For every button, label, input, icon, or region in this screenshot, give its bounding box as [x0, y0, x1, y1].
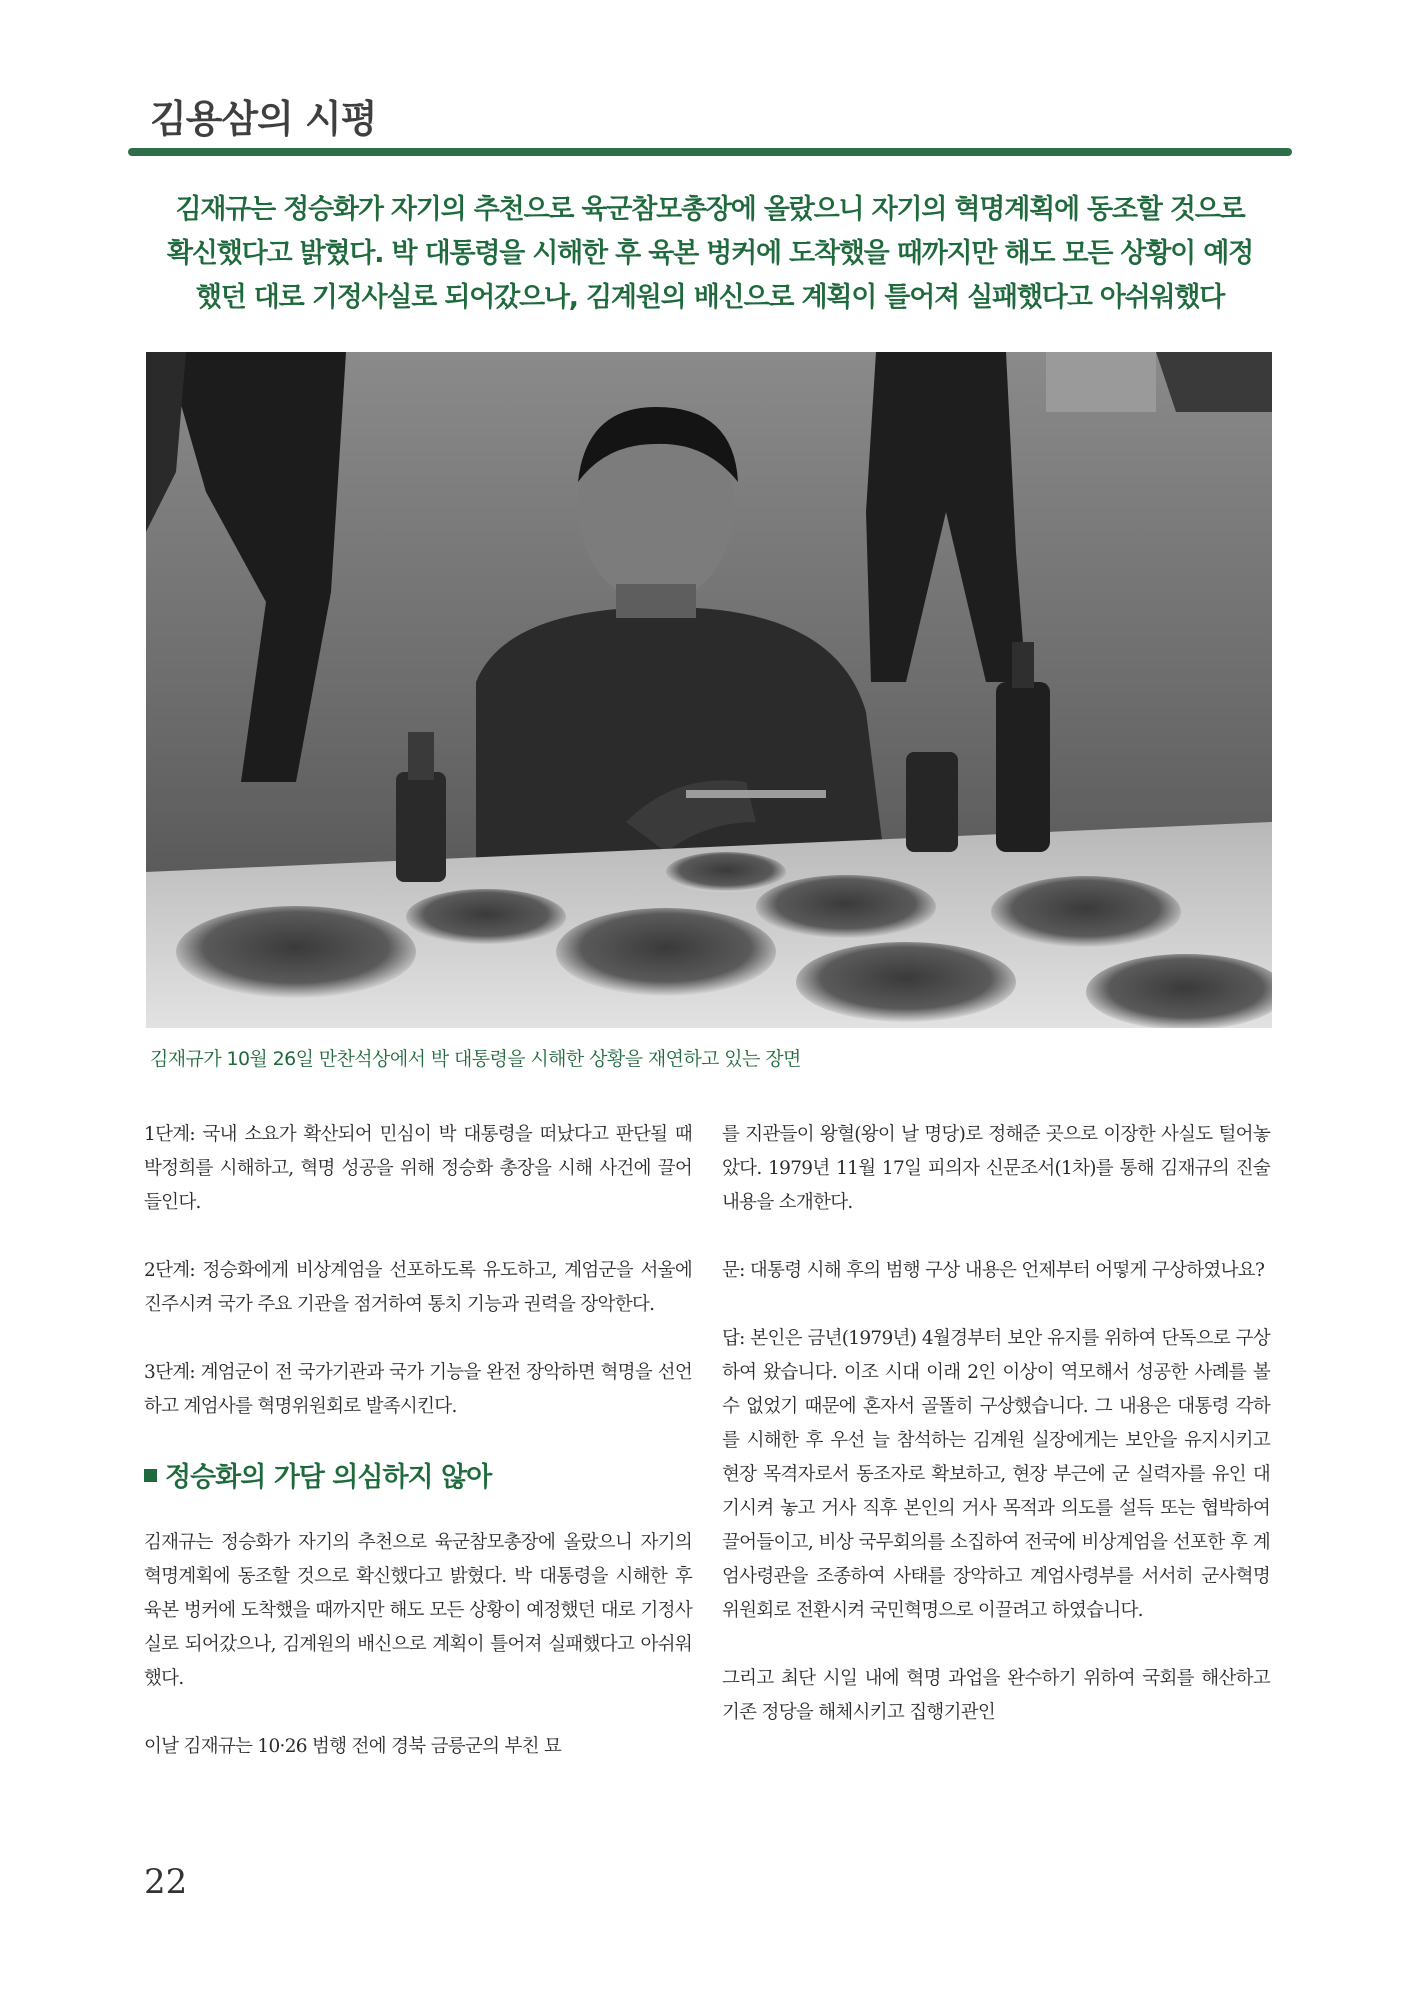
body-paragraph: 2단계: 정승화에게 비상계엄을 선포하도록 유도하고, 계엄군을 서울에 진주시켜 국가 주요 기관을 점거하여 통치 기능과 권력을 장악한다. [144, 1260, 692, 1315]
lead-summary [130, 188, 1290, 320]
body-paragraph: 김재규는 정승화가 자기의 추천으로 육군참모총장에 올랐으니 자기의 혁명계획에 동조할 것으로 확신했다고 밝혔다. 박 대통령을 시해한 후 육본 벙커에 도착했을 때까지만 해도 모든 상황이 예정했던 대로 기정사실로 되어갔으나, 김계원의 배신으로 계획이 틀어져 실패했다고 아쉬워했다. [144, 1532, 692, 1689]
body-paragraph: 1단계: 국내 소요가 확산되어 민심이 박 대통령을 떠났다고 판단될 때 박정희를 시해하고, 혁명 성공을 위해 정승화 총장을 시해 사건에 끌어들인다. [144, 1124, 692, 1213]
header-divider [128, 148, 1292, 156]
lead-line: 했던 대로 기정사실로 되어갔으나, 김계원의 배신으로 계획이 틀어져 실패했다고 아쉬워했다 [195, 282, 1225, 313]
subheading-text: 정승화의 가담 의심하지 않아 [165, 1462, 492, 1493]
body-paragraph: 3단계: 계엄군이 전 국가기관과 국가 기능을 완전 장악하면 혁명을 선언하고 계엄사를 혁명위원회로 발족시킨다. [144, 1362, 692, 1417]
photo-caption: 김재규가 10월 26일 만찬석상에서 박 대통령을 시해한 상황을 재연하고 있는 장면 [150, 1048, 801, 1070]
lead-line: 확신했다고 밝혔다. 박 대통령을 시해한 후 육본 벙커에 도착했을 때까지만 해도 모든 상황이 예정 [166, 238, 1254, 269]
lead-line: 김재규는 정승화가 자기의 추천으로 육군참모총장에 올랐으니 자기의 혁명계획에 동조할 것으로 [175, 194, 1245, 225]
right-column [722, 1118, 1270, 1764]
page-number: 22 [144, 1862, 188, 1902]
section-subheading [144, 1458, 692, 1498]
square-bullet-icon [144, 1469, 157, 1482]
page-header-title: 김용삼의 시평 [150, 97, 377, 141]
body-paragraph: 문: 대통령 시해 후의 범행 구상 내용은 언제부터 어떻게 구상하였나요? [722, 1260, 1265, 1281]
body-paragraph: 이날 김재규는 10·26 범행 전에 경북 금릉군의 부친 묘 [144, 1736, 562, 1757]
body-paragraph: 를 지관들이 왕혈(왕이 날 명당)로 정해준 곳으로 이장한 사실도 털어놓았다. 1979년 11월 17일 피의자 신문조서(1차)를 통해 김재규의 진술 내용을 소개한다. [722, 1124, 1270, 1213]
body-paragraph: 답: 본인은 금년(1979년) 4월경부터 보안 유지를 위하여 단독으로 구상하여 왔습니다. 이조 시대 이래 2인 이상이 역모해서 성공한 사례를 볼 수 없었기 때문에 혼자서 골똘히 구상했습니다. 그 내용은 대통령 각하를 시해한 후 우선 늘 참석하는 김계원 실장에게는 보안을 유지시키고 현장 목격자로서 동조자로 확보하고, 현장 부근에 군 실력자를 유인 대기시켜 놓고 거사 직후 본인의 거사 목적과 의도를 설득 또는 협박하여 끌어들이고, 비상 국무회의를 소집하여 전국에 비상계엄을 선포한 후 계엄사령관을 조종하여 사태를 장악하고 계엄사령부를 서서히 군사혁명 위원회로 전환시켜 국민혁명으로 이끌려고 하였습니다. [722, 1328, 1270, 1621]
body-paragraph: 그리고 최단 시일 내에 혁명 과업을 완수하기 위하여 국회를 해산하고 기존 정당을 해체시키고 집행기관인 [722, 1668, 1270, 1723]
photo-illustration [146, 352, 1272, 1028]
historical-photo [146, 352, 1272, 1028]
left-column [144, 1118, 692, 1798]
